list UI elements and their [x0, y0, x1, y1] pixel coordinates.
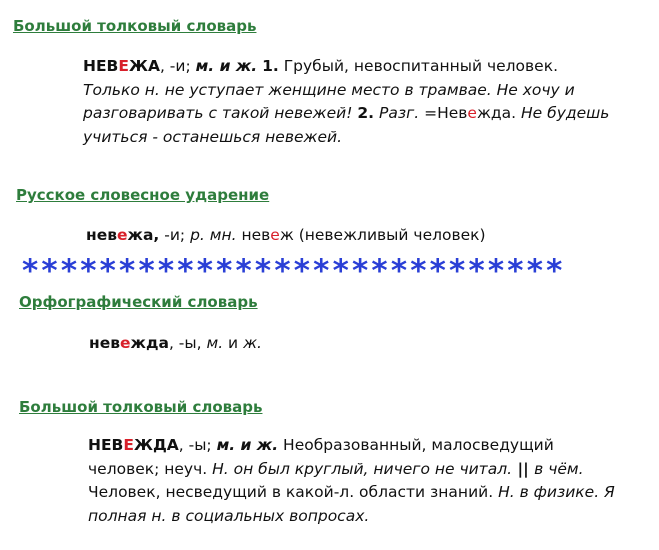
- section-heading-orthographic[interactable]: Орфографический словарь: [19, 293, 258, 311]
- example: Не будешь учиться - останешься невежей.: [83, 104, 610, 146]
- grammar-label: м. и ж.: [195, 57, 258, 75]
- headword: невежда: [89, 334, 169, 352]
- style-label: Разг.: [379, 104, 420, 122]
- separator-bars: ||: [512, 459, 535, 478]
- entry-nevezha-stress: невежа, -и; р. мн. невеж (невежливый человек): [86, 226, 486, 244]
- example: Н. он был круглый, ничего не читал.: [212, 459, 513, 478]
- section-heading-bts-2[interactable]: Большой толковый словарь: [19, 398, 263, 416]
- stress-letter: Е: [123, 436, 134, 454]
- stress-letter: Е: [118, 57, 129, 75]
- example: Н. в физике. Я полная н. в социальных вопросах.: [88, 483, 615, 525]
- sense-number: 1.: [262, 57, 279, 75]
- definition: Человек, несведущий в какой-л. области знаний.: [88, 483, 499, 501]
- section-heading-bts-1[interactable]: Большой толковый словарь: [13, 17, 257, 35]
- entry-nevezhda-ortho: невежда, -ы, м. и ж.: [89, 334, 262, 352]
- grammar-label: р. мн.: [190, 226, 237, 244]
- headword: НЕВЕЖДА: [88, 436, 179, 454]
- headword: НЕВЕЖА: [83, 57, 160, 75]
- entry-nevezhda-bts: НЕВЕЖДА, -ы; м. и ж. Необразованный, малосведущий человек; неуч. Н. он был круглый, ничего не читал. || в чём. Человек, несведущий в какой-л. области знаний. Н. в физике. Я полная н. в социальных вопросах.: [88, 436, 615, 525]
- sense-number: 2.: [357, 104, 375, 122]
- asterisk-separator: ****************************: [22, 253, 566, 289]
- section-heading-stress-dictionary[interactable]: Русское словесное ударение: [16, 186, 270, 204]
- definition: Грубый, невоспитанный человек.: [278, 57, 558, 75]
- stress-letter: е: [120, 334, 131, 352]
- grammar-label: м.: [206, 334, 224, 352]
- headword: невежа,: [86, 226, 160, 244]
- example: Только н. не уступает женщине место в трамвае. Не хочу и разговаривать с такой невежей!: [83, 80, 575, 122]
- grammar-label: м. и ж.: [216, 436, 279, 454]
- definition: Необразованный, малосведущий человек; неуч.: [88, 436, 554, 478]
- entry-nevezha-bts: НЕВЕЖА, -и; м. и ж. 1. Грубый, невоспитанный человек. Только н. не уступает женщине место в трамвае. Не хочу и разговаривать с такой невежей! 2. Разг. =Невежда. Не будешь учиться - останешься невежей.: [83, 57, 610, 146]
- stress-letter: е: [117, 226, 128, 244]
